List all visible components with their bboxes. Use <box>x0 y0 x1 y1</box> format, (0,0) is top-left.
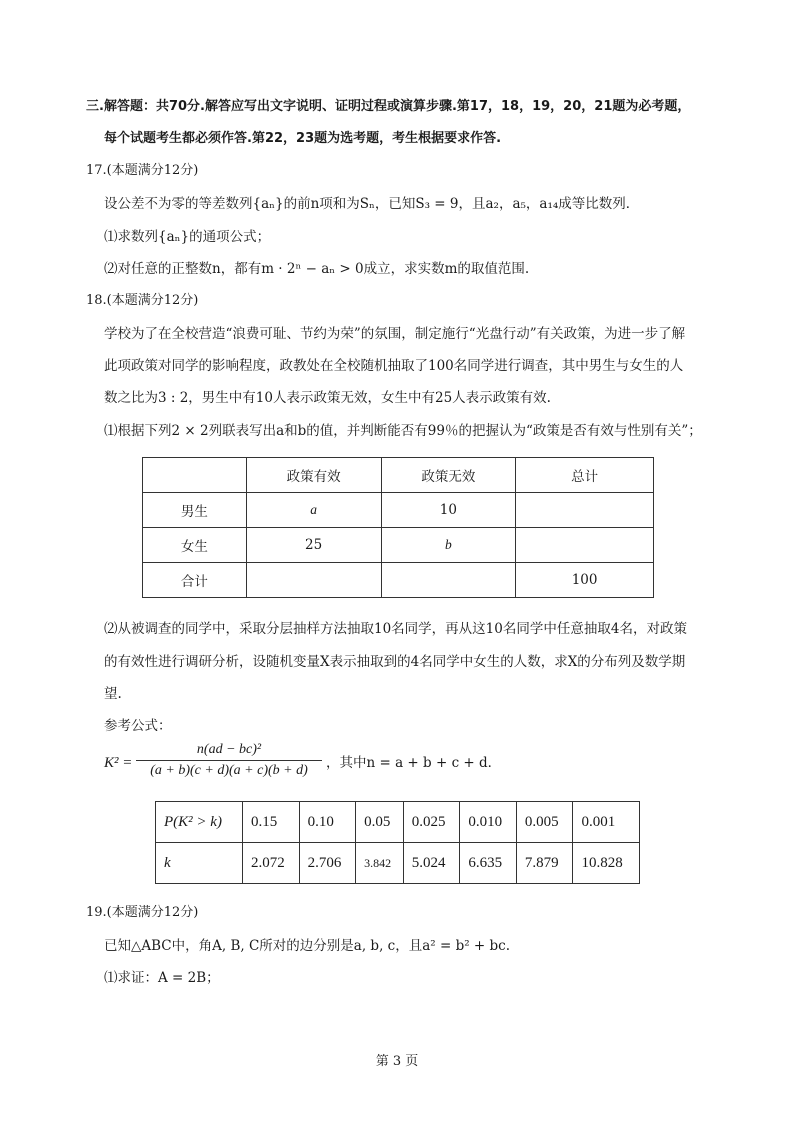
table-row-header: 男生 <box>143 493 247 528</box>
table-cell: 100 <box>516 563 654 598</box>
q19-stem: 已知△ABC中，角A, B, C所对的边分别是a, b, c，且a² = b² + bc. <box>104 938 511 954</box>
q17-header: 17.(本题满分12分) <box>86 163 199 178</box>
table-cell: 2.072 <box>243 843 300 884</box>
table-cell: 7.879 <box>516 843 573 884</box>
formula-denominator: (a + b)(c + d)(a + c)(b + d) <box>150 763 308 778</box>
table-header-cell: 政策无效 <box>381 458 516 493</box>
q17-stem: 设公差不为零的等差数列{aₙ}的前n项和为Sₙ，已知S₃ = 9，且a₂，a₅，a₁₄成等比数列． <box>104 196 640 212</box>
table-cell: 0.010 <box>460 802 517 843</box>
q18-header: 18.(本题满分12分) <box>86 293 199 308</box>
page-number: 第 3 页 <box>375 1054 419 1069</box>
table-row <box>143 458 654 493</box>
table-cell <box>381 563 516 598</box>
table-cell: 0.15 <box>243 802 300 843</box>
table-cell: 6.635 <box>460 843 517 884</box>
table-header-cell: 总计 <box>516 458 654 493</box>
q18-stem-line2: 此项政策对同学的影响程度，政教处在全校随机抽取了100名同学进行调查，其中男生与女生的人 <box>104 358 684 374</box>
table-cell: 10 <box>381 493 516 528</box>
table-cell: 0.10 <box>299 802 356 843</box>
table-cell <box>246 563 381 598</box>
q18-part2-line2: 的有效性进行调研分析，设随机变量X表示抽取到的4名同学中女生的人数，求X的分布列及数学期 <box>104 654 686 670</box>
table-cell: 5.024 <box>403 843 460 884</box>
table-row <box>156 802 640 843</box>
table-header-cell: 政策有效 <box>246 458 381 493</box>
table-cell: a <box>246 493 381 528</box>
table-row <box>143 493 654 528</box>
table-cell: 0.001 <box>573 802 640 843</box>
table-row-header: 合计 <box>143 563 247 598</box>
table-cell <box>143 458 247 493</box>
table-row <box>156 843 640 884</box>
formula-lhs: K² = <box>104 755 133 771</box>
table-row-header: k <box>156 843 243 884</box>
q18-part2-line3: 望. <box>104 686 122 702</box>
table-cell <box>516 493 654 528</box>
section-title-line1: 三.解答题：共70分.解答应写出文字说明、证明过程或演算步骤.第17，18，19，20，21题为必考题， <box>86 99 691 114</box>
table-row <box>143 563 654 598</box>
k-critical-value-table <box>155 801 640 884</box>
table-cell: 2.706 <box>299 843 356 884</box>
q19-header: 19.(本题满分12分) <box>86 905 199 920</box>
formula-rhs: ，其中n = a + b + c + d． <box>326 755 502 771</box>
table-cell: 0.005 <box>516 802 573 843</box>
contingency-table <box>142 457 654 598</box>
table-row-header: P(K² > k) <box>156 802 243 843</box>
q18-stem-line3: 数之比为3 : 2，男生中有10人表示政策无效，女生中有25人表示政策有效. <box>104 390 551 406</box>
q17-part2: ⑵对任意的正整数n，都有m · 2ⁿ − aₙ > 0成立，求实数m的取值范围. <box>104 261 530 277</box>
reference-formula-label: 参考公式： <box>104 718 172 734</box>
table-row-header: 女生 <box>143 528 247 563</box>
table-cell <box>516 528 654 563</box>
formula-numerator: n(ad − bc)² <box>136 742 322 761</box>
table-cell: 25 <box>246 528 381 563</box>
q18-part2-line1: ⑵从被调查的同学中，采取分层抽样方法抽取10名同学，再从这10名同学中任意抽取4名，对政策 <box>104 621 687 637</box>
q18-part1: ⑴根据下列2 × 2列联表写出a和b的值，并判断能否有99％的把握认为“政策是否有效与性别有关”； <box>104 423 702 439</box>
q17-part1: ⑴求数列{aₙ}的通项公式； <box>104 229 271 245</box>
table-cell: 0.025 <box>403 802 460 843</box>
formula-fraction <box>136 742 322 779</box>
section-title-line2: 每个试题考生都必须作答.第22，23题为选考题，考生根据要求作答. <box>104 131 502 146</box>
q18-stem-line1: 学校为了在全校营造“浪费可耻、节约为荣”的氛围，制定施行“光盘行动”有关政策，为进一步了解 <box>104 326 686 342</box>
q19-part1: ⑴求证：A = 2B； <box>104 970 220 986</box>
table-row <box>143 528 654 563</box>
table-cell: 0.05 <box>356 802 404 843</box>
table-cell: 3.842 <box>356 843 404 884</box>
table-cell: 10.828 <box>573 843 640 884</box>
table-cell: b <box>381 528 516 563</box>
